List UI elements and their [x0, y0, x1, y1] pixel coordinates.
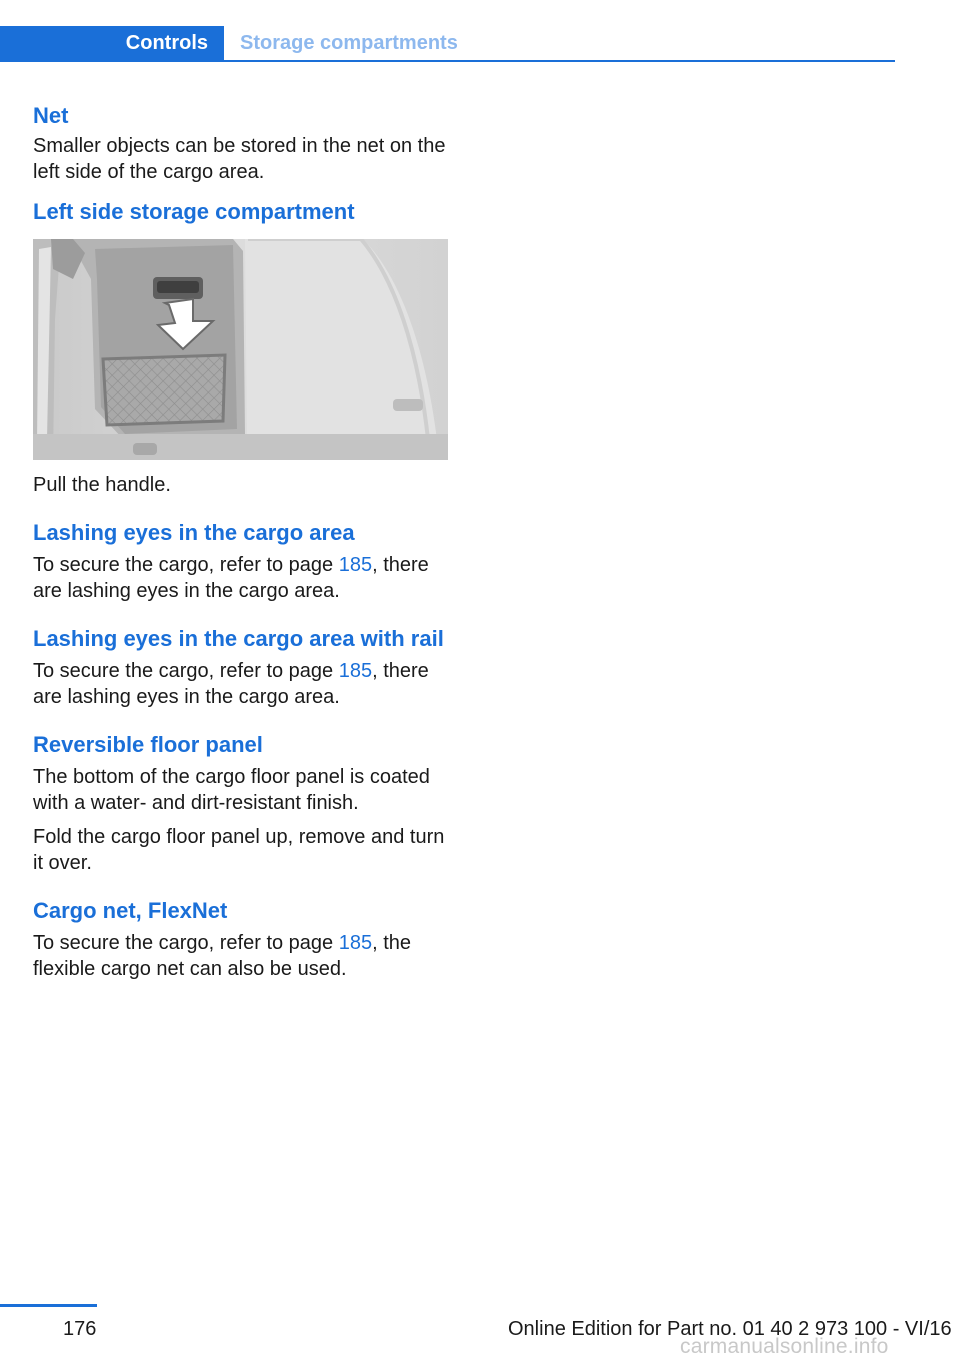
- heading-cargo-net-flexnet: Cargo net, FlexNet: [33, 898, 228, 923]
- heading-lashing-eyes-rail: Lashing eyes in the cargo area with rail: [33, 626, 444, 651]
- lashing-eyes-rail-text: [33, 658, 451, 710]
- section-cargo-net-flexnet: [33, 898, 451, 982]
- page-link-185[interactable]: 185: [338, 932, 373, 954]
- floor-panel-text-2: Fold the cargo floor panel up, remove and turn it over.: [33, 826, 445, 874]
- heading-net: Net: [33, 103, 69, 128]
- heading-left-storage: Left side storage compartment: [33, 199, 355, 224]
- page-link-185[interactable]: 185: [338, 554, 373, 576]
- cargo-net-text-start: To secure the cargo, refer to page: [33, 932, 339, 954]
- section-reversible-floor-panel: [33, 732, 451, 876]
- section-tab-controls[interactable]: Controls: [0, 26, 224, 62]
- storage-compartment-drawing: [33, 239, 448, 460]
- section-lashing-eyes: [33, 520, 451, 604]
- watermark: carmanualsonline.info: [680, 1335, 889, 1358]
- lashing-text-end: , there are lashing eyes in the cargo area.: [33, 554, 429, 602]
- page-link-185[interactable]: 185: [338, 660, 373, 682]
- main-content: [33, 103, 451, 982]
- section-tab-storage-compartments[interactable]: Storage compartments: [240, 32, 458, 54]
- edition-text: Online Edition for Part no. 01 40 2 973 100 - VI/16: [508, 1318, 952, 1340]
- heading-lashing-eyes: Lashing eyes in the cargo area: [33, 520, 355, 545]
- page-header: [0, 26, 895, 62]
- lashing-rail-text-start: To secure the cargo, refer to page: [33, 660, 339, 682]
- section-net: [33, 103, 451, 185]
- net-text: Smaller objects can be stored in the net on the left side of the cargo area.: [33, 135, 446, 183]
- footer-rule: [0, 1304, 97, 1307]
- lashing-text-start: To secure the cargo, refer to page: [33, 554, 339, 576]
- heading-reversible-floor-panel: Reversible floor panel: [33, 732, 263, 757]
- page-number: 176: [63, 1318, 97, 1340]
- cargo-net-text: [33, 930, 451, 982]
- lashing-eyes-text: [33, 552, 451, 604]
- lashing-rail-text-end: , there are lashing eyes in the cargo area.: [33, 660, 429, 708]
- storage-compartment-illustration: [33, 239, 448, 460]
- cargo-net-text-end: , the flexible cargo net can also be used.: [33, 932, 412, 980]
- figure-caption: Pull the handle.: [33, 474, 171, 496]
- floor-panel-text-1: The bottom of the cargo floor panel is coated with a water- and dirt-resistant finish.: [33, 766, 430, 814]
- section-lashing-eyes-rail: [33, 626, 451, 710]
